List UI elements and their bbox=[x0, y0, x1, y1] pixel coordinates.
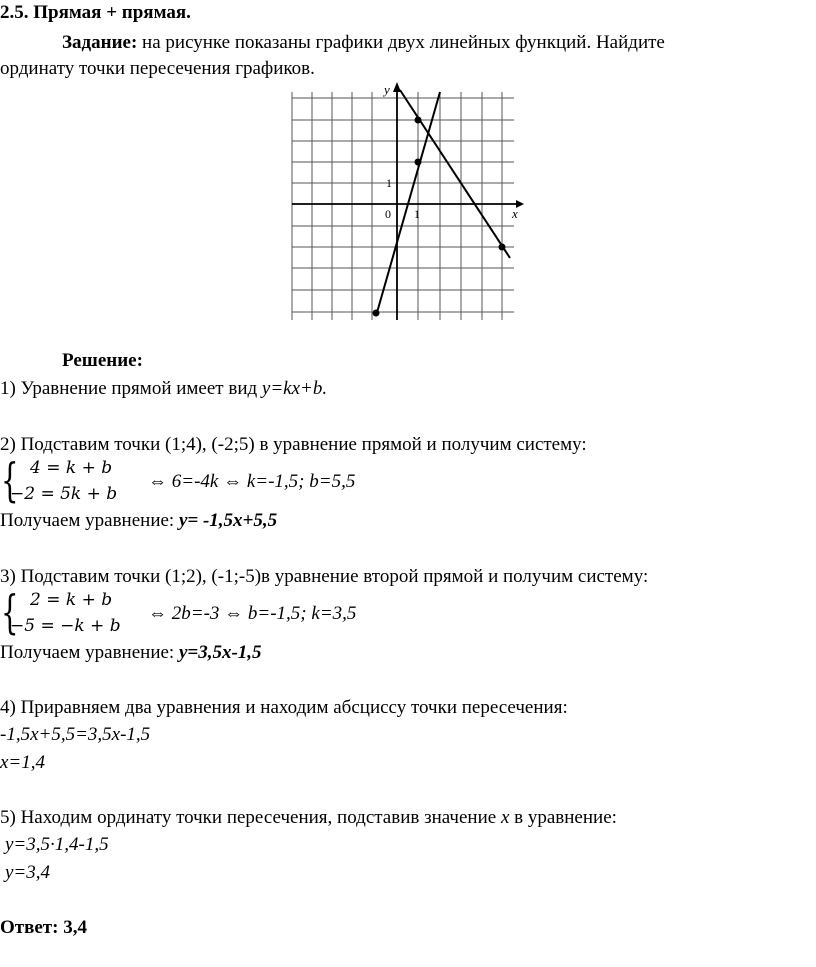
step-2-result bbox=[0, 510, 277, 532]
step-5 bbox=[0, 807, 617, 829]
x-tick-label: 1 bbox=[414, 207, 420, 221]
system-1-brace: { bbox=[1, 453, 19, 507]
step-1 bbox=[0, 378, 327, 400]
system-2-equiv-b: ⇔ b=-1,5; k=3,5 bbox=[224, 603, 357, 624]
step-5-y-value: y=3,4 bbox=[5, 862, 51, 883]
step-5-text: 5) Находим ординату точки пересечения, подставив значение bbox=[0, 807, 501, 828]
task-line-1 bbox=[62, 32, 665, 54]
step-5-var: x bbox=[500, 807, 510, 828]
step-5-suffix: в уравнение: bbox=[509, 807, 617, 828]
problem-title: 2.5. Прямая + прямая. bbox=[0, 2, 191, 23]
task-text-2: ординату точки пересечения графиков. bbox=[0, 58, 315, 79]
solution-heading: Решение: bbox=[62, 350, 143, 371]
x-axis-label: x bbox=[512, 206, 518, 221]
system-1-equiv-a: ⇔ 6=-4k bbox=[148, 471, 224, 492]
step-2-result-label: Получаем уравнение: bbox=[0, 510, 179, 531]
point-1-4 bbox=[415, 117, 422, 124]
system-2-equiv bbox=[148, 603, 356, 625]
step-2-text: 2) Подставим точки (1;4), (-2;5) в уравнение прямой и получим систему: bbox=[0, 434, 587, 455]
step-4-text: 4) Приравняем два уравнения и находим абсциссу точки пересечения: bbox=[0, 697, 568, 718]
step-1-formula: y=kx+b. bbox=[261, 378, 328, 399]
system-2-line-2: −5 = −k + b bbox=[10, 616, 121, 636]
system-1-line-1: 4 = k + b bbox=[30, 458, 113, 478]
system-2-brace: { bbox=[1, 585, 19, 639]
y-axis-label: y bbox=[384, 82, 390, 97]
equation-2: y=3,5x-1,5 bbox=[178, 642, 262, 663]
origin-label: 0 bbox=[385, 207, 391, 221]
step-3-result bbox=[0, 642, 262, 664]
graph-figure bbox=[280, 80, 540, 328]
equation-1: y= -1,5x+5,5 bbox=[178, 510, 278, 531]
system-1-equiv-b: ⇔ k=-1,5; b=5,5 bbox=[223, 471, 356, 492]
step-1-text: 1) Уравнение прямой имеет вид bbox=[0, 378, 262, 399]
step-4-x-value: x=1,4 bbox=[0, 752, 46, 773]
grid bbox=[292, 92, 514, 320]
step-5-calc: y=3,5·1,4-1,5 bbox=[5, 834, 109, 855]
point-5-neg2 bbox=[499, 244, 506, 251]
system-2-line-1: 2 = k + b bbox=[30, 590, 113, 610]
step-3-text: 3) Подставим точки (1;2), (-1;-5)в уравнение второй прямой и получим систему: bbox=[0, 566, 649, 587]
point-1-2 bbox=[415, 159, 422, 166]
task-label: Задание: bbox=[62, 32, 138, 53]
step-4-equation: -1,5x+5,5=3,5x-1,5 bbox=[0, 724, 151, 745]
y-tick-label: 1 bbox=[386, 176, 392, 190]
task-text-1: на рисунке показаны графики двух линейных функций. Найдите bbox=[137, 32, 665, 53]
system-1-line-2: −2 = 5k + b bbox=[10, 484, 118, 504]
point-neg1-neg5 bbox=[373, 310, 380, 317]
system-2-equiv-a: ⇔ 2b=-3 bbox=[148, 603, 225, 624]
answer: Ответ: 3,4 bbox=[0, 917, 87, 938]
step-3-result-label: Получаем уравнение: bbox=[0, 642, 179, 663]
system-1-equiv bbox=[148, 471, 355, 493]
